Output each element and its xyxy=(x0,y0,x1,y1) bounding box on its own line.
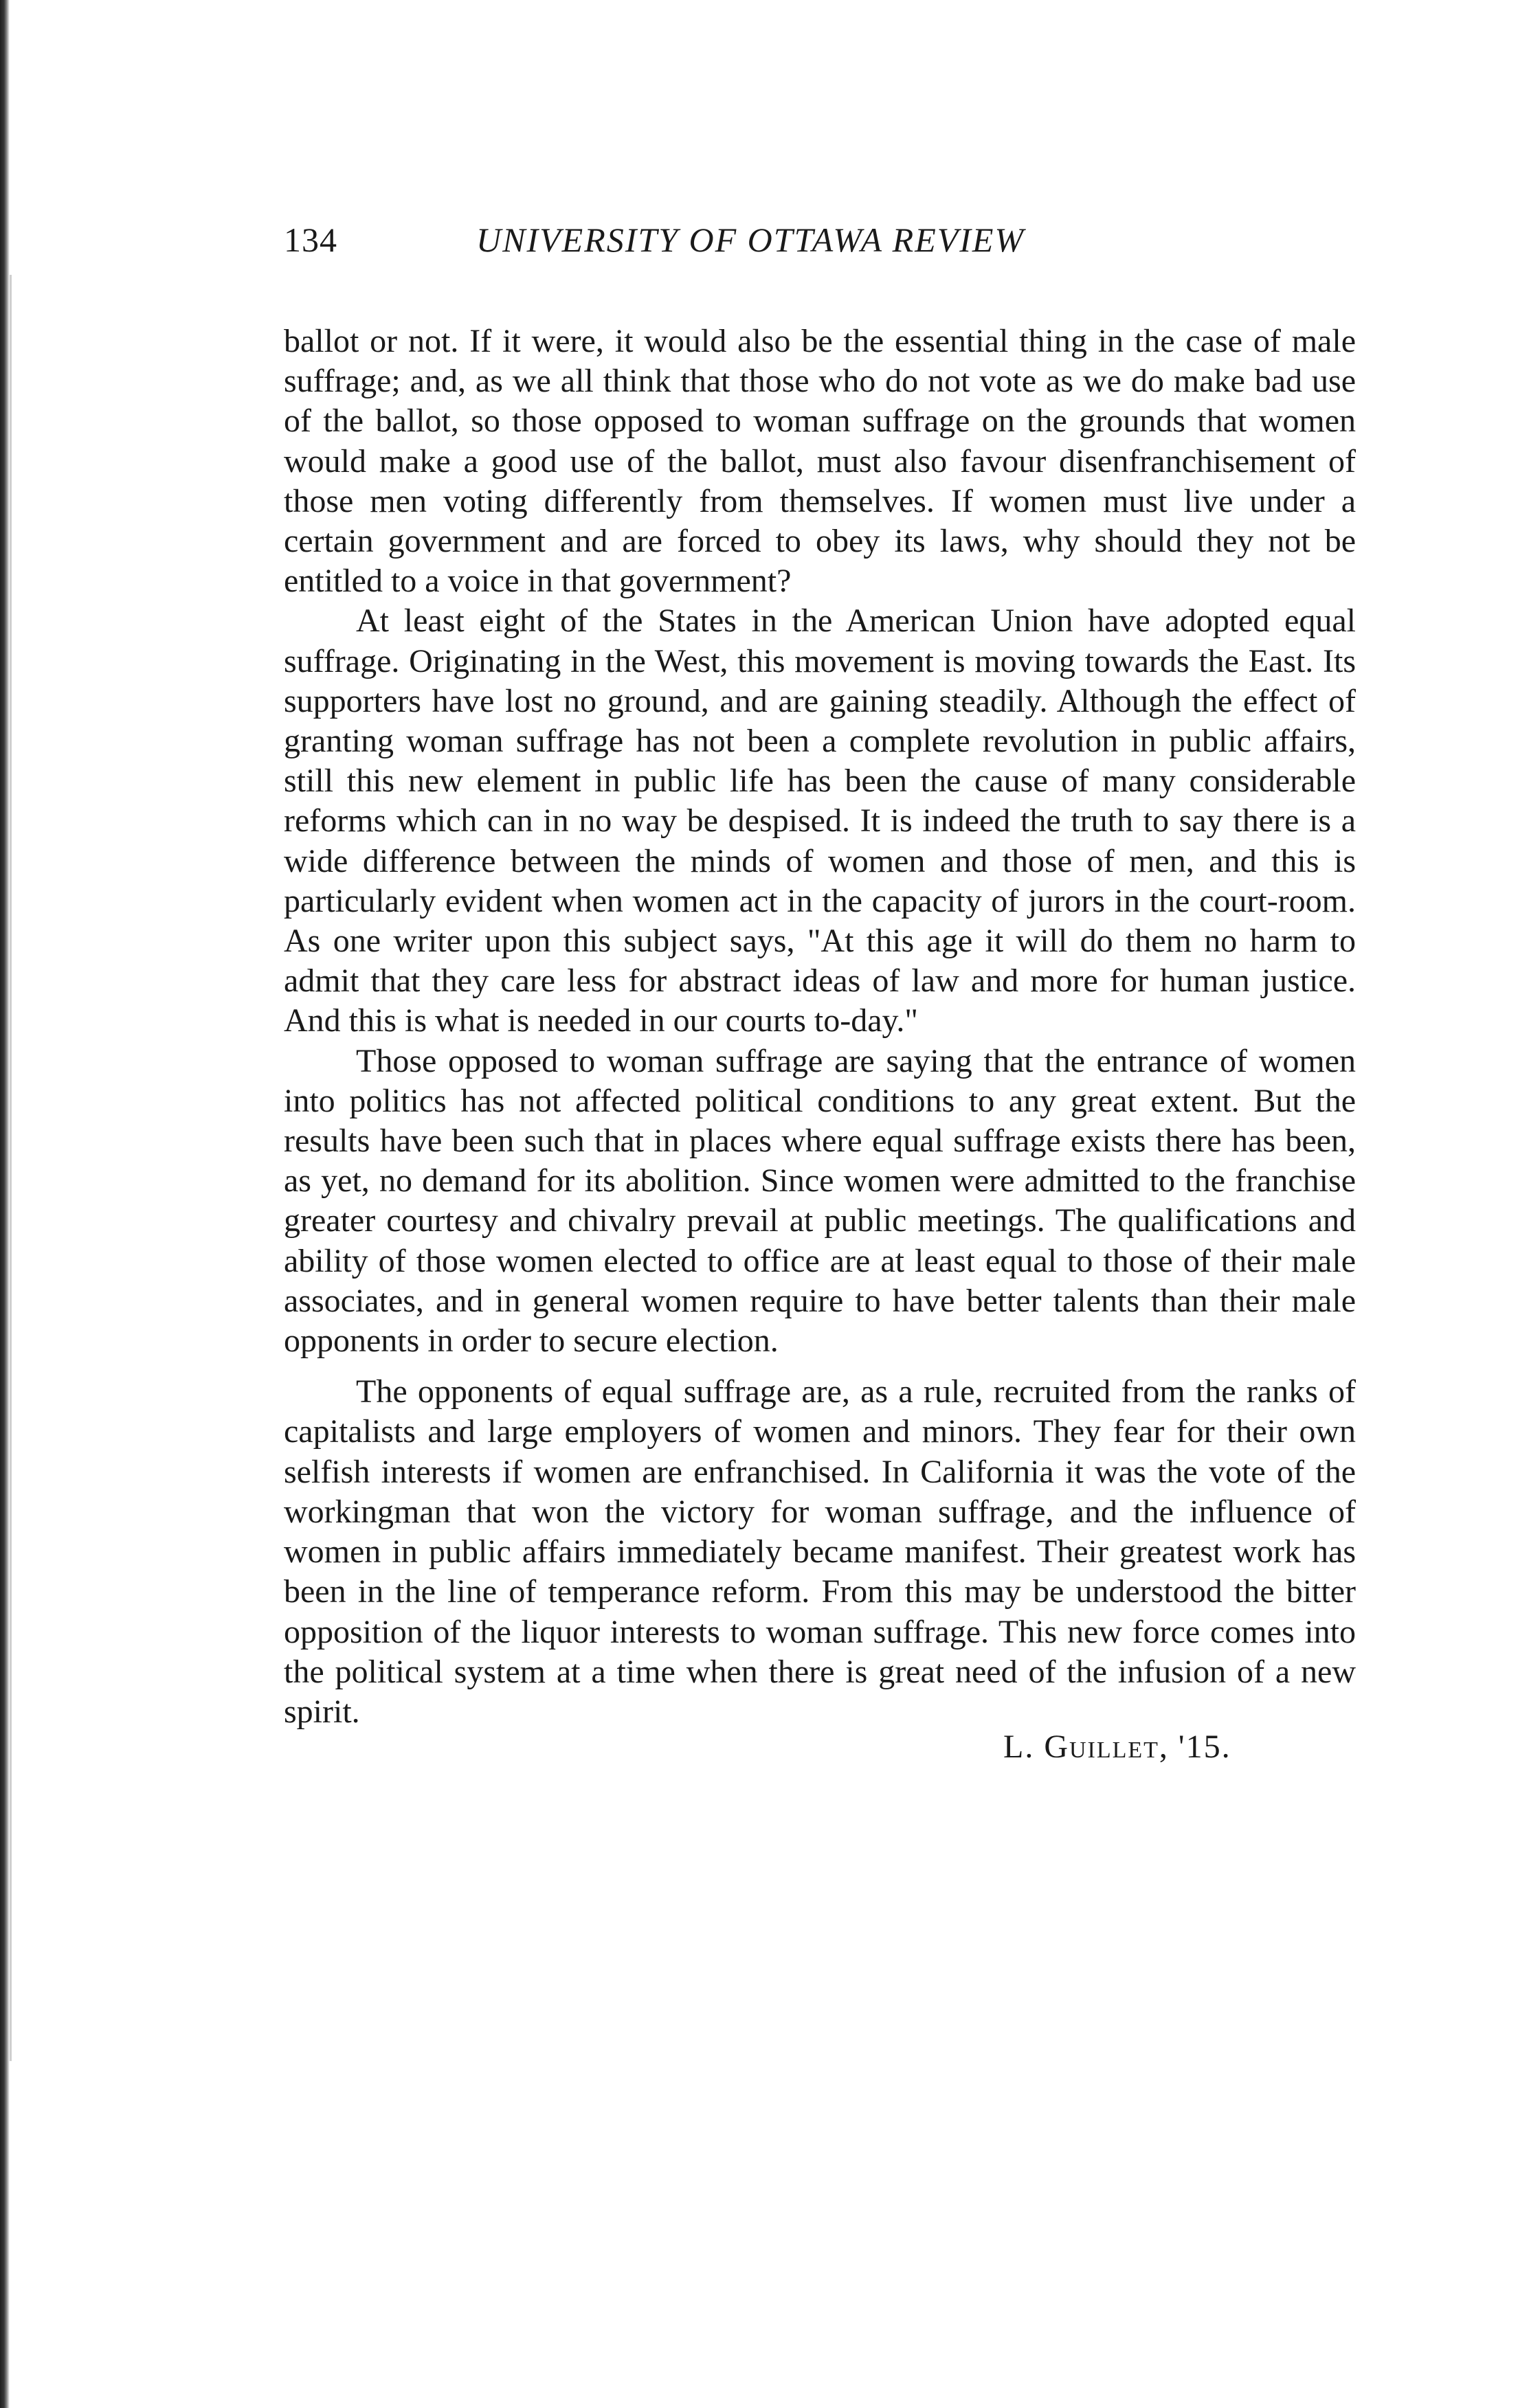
paragraph: At least eight of the States in the American Union have adopted equal suffrage. Originating in the West, this movement is moving towards the East. Its supporters have lost no ground, and are gaining steadily. Although the effect of granting woman suffrage has not been a complete revolution in public affairs, still this new element in public life has been the cause of many considerable reforms which can in no way be despised. It is indeed the truth to say there is a wide difference between the minds of women and those of men, and this is particularly evident when women act in the capacity of jurors in the court-room. As one writer upon this subject says, "At this age it will do them no harm to admit that they care less for abstract ideas of law and more for human justice. And this is what is needed in our courts to-day." xyxy=(284,603,1356,1039)
page-header xyxy=(284,220,1356,275)
page-edge-shadow xyxy=(10,275,12,2061)
page-number: 134 xyxy=(284,221,337,259)
paragraph: Those opposed to woman suffrage are saying that the entrance of women into politics has not affected political conditions to any great extent. But the results have been such that in places where equal suffrage exists there has been, as yet, no demand for its abolition. Since women were admitted to the franchise greater courtesy and chivalry prevail at public meetings. The qualifications and ability of those women elected to office are at least equal to those of their male associates, and in general women require to have better talents than their male opponents in order to secure election. xyxy=(284,1042,1356,1360)
paragraph-continued: ballot or not. If it were, it would also be the essential thing in the case of male suffrage; and, as we all think that those who do not vote as we do make bad use of the ballot, so those opposed to woman suffrage on the grounds that women would make a good use of the ballot, must also favour disenfranchisement of those men voting differently from themselves. If women must live under a certain government and are forced to obey its laws, why should they not be entitled to a voice in that government? xyxy=(284,323,1356,600)
page-binding-edge xyxy=(0,0,10,2408)
signature-text: L. Guillet, '15. xyxy=(1003,1729,1231,1765)
article-body xyxy=(284,322,1356,1732)
author-signature xyxy=(1003,1728,1231,1766)
running-title: UNIVERSITY OF OTTAWA REVIEW xyxy=(476,221,1025,259)
paragraph: The opponents of equal suffrage are, as a rule, recruited from the ranks of capitalists and large employers of women and minors. They fear for their own selfish interests if women are enfranchised. In California it was the vote of the workingman that won the victory for woman suffrage, and the influence of women in public affairs immediately became manifest. Their greatest work has been in the line of temperance reform. From this may be understood the bitter opposition of the liquor interests to woman suffrage. This new force comes into the political system at a time when there is great need of the infusion of a new spirit. xyxy=(284,1373,1356,1730)
